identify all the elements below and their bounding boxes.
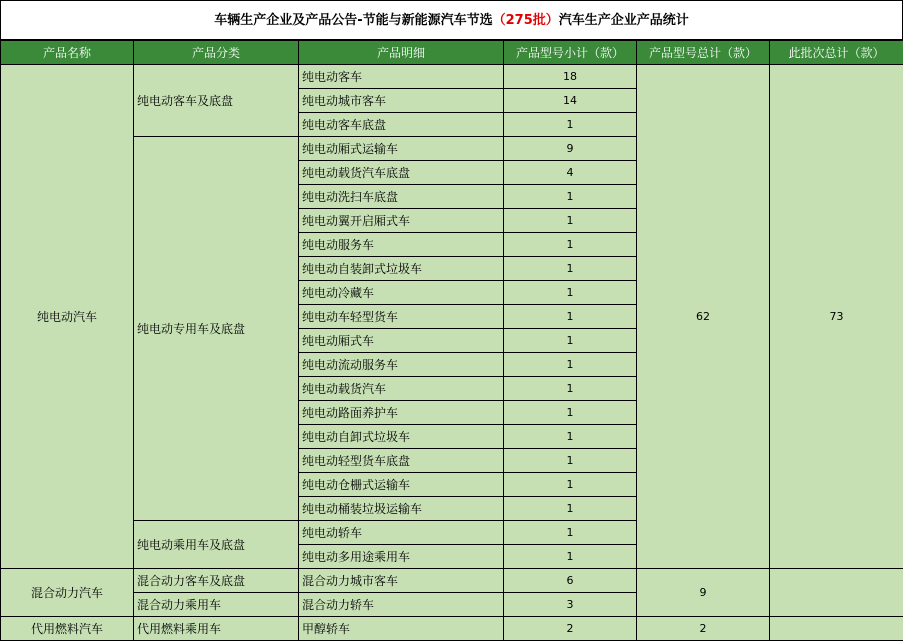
title-batch: （275批）: [492, 13, 559, 28]
detail-cell: 纯电动轿车: [299, 521, 504, 545]
count-cell: 1: [504, 497, 637, 521]
product-name-cell: 代用燃料汽车: [1, 617, 134, 641]
batch-total-blank: [770, 569, 903, 617]
count-cell: 2: [504, 617, 637, 641]
table-row: [1, 65, 903, 89]
detail-cell: 纯电动客车: [299, 65, 504, 89]
detail-cell: 纯电动自装卸式垃圾车: [299, 257, 504, 281]
detail-cell: 纯电动载货汽车: [299, 377, 504, 401]
count-cell: 1: [504, 545, 637, 569]
detail-cell: 纯电动多用途乘用车: [299, 545, 504, 569]
count-cell: 1: [504, 329, 637, 353]
detail-cell: 纯电动载货汽车底盘: [299, 161, 504, 185]
count-cell: 1: [504, 305, 637, 329]
count-cell: 1: [504, 449, 637, 473]
detail-cell: 混合动力城市客车: [299, 569, 504, 593]
category-cell: 代用燃料乘用车: [134, 617, 299, 641]
stats-table: [0, 40, 903, 641]
header-model-subtotal: 产品型号小计（款）: [504, 41, 637, 65]
category-cell: 纯电动客车及底盘: [134, 65, 299, 137]
page-title: [0, 0, 903, 40]
count-cell: 14: [504, 89, 637, 113]
count-cell: 1: [504, 209, 637, 233]
detail-cell: 纯电动客车底盘: [299, 113, 504, 137]
count-cell: 1: [504, 113, 637, 137]
model-total-cell: 2: [637, 617, 770, 641]
header-model-total: 产品型号总计（款）: [637, 41, 770, 65]
detail-cell: 纯电动服务车: [299, 233, 504, 257]
detail-cell: 纯电动城市客车: [299, 89, 504, 113]
category-cell: 混合动力客车及底盘: [134, 569, 299, 593]
count-cell: 3: [504, 593, 637, 617]
title-suffix: 汽车生产企业产品统计: [558, 13, 689, 28]
detail-cell: 纯电动厢式运输车: [299, 137, 504, 161]
count-cell: 1: [504, 185, 637, 209]
table-row: [1, 569, 903, 593]
count-cell: 1: [504, 377, 637, 401]
count-cell: 1: [504, 281, 637, 305]
detail-cell: 纯电动厢式车: [299, 329, 504, 353]
model-total-cell: 9: [637, 569, 770, 617]
count-cell: 1: [504, 233, 637, 257]
detail-cell: 甲醇轿车: [299, 617, 504, 641]
batch-total-cell: 73: [770, 65, 903, 569]
detail-cell: 纯电动路面养护车: [299, 401, 504, 425]
detail-cell: 纯电动自卸式垃圾车: [299, 425, 504, 449]
header-product-detail: 产品明细: [299, 41, 504, 65]
product-name-cell: 纯电动汽车: [1, 65, 134, 569]
header-batch-total: 此批次总计（款）: [770, 41, 903, 65]
count-cell: 4: [504, 161, 637, 185]
count-cell: 9: [504, 137, 637, 161]
count-cell: 1: [504, 257, 637, 281]
count-cell: 1: [504, 353, 637, 377]
detail-cell: 纯电动车轻型货车: [299, 305, 504, 329]
count-cell: 1: [504, 473, 637, 497]
detail-cell: 纯电动洗扫车底盘: [299, 185, 504, 209]
header-product-name: 产品名称: [1, 41, 134, 65]
title-prefix: 车辆生产企业及产品公告-节能与新能源汽车节选: [214, 13, 493, 28]
detail-cell: 纯电动冷藏车: [299, 281, 504, 305]
count-cell: 1: [504, 425, 637, 449]
count-cell: 1: [504, 521, 637, 545]
table-row: [1, 617, 903, 641]
detail-cell: 纯电动仓栅式运输车: [299, 473, 504, 497]
detail-cell: 纯电动桶装垃圾运输车: [299, 497, 504, 521]
detail-cell: 纯电动流动服务车: [299, 353, 504, 377]
batch-total-blank: [770, 617, 903, 641]
category-cell: 混合动力乘用车: [134, 593, 299, 617]
product-name-cell: 混合动力汽车: [1, 569, 134, 617]
detail-cell: 纯电动轻型货车底盘: [299, 449, 504, 473]
detail-cell: 混合动力轿车: [299, 593, 504, 617]
category-cell: 纯电动专用车及底盘: [134, 137, 299, 521]
header-product-category: 产品分类: [134, 41, 299, 65]
model-total-cell: 62: [637, 65, 770, 569]
count-cell: 18: [504, 65, 637, 89]
detail-cell: 纯电动翼开启厢式车: [299, 209, 504, 233]
header-row: [1, 41, 903, 65]
count-cell: 6: [504, 569, 637, 593]
category-cell: 纯电动乘用车及底盘: [134, 521, 299, 569]
count-cell: 1: [504, 401, 637, 425]
